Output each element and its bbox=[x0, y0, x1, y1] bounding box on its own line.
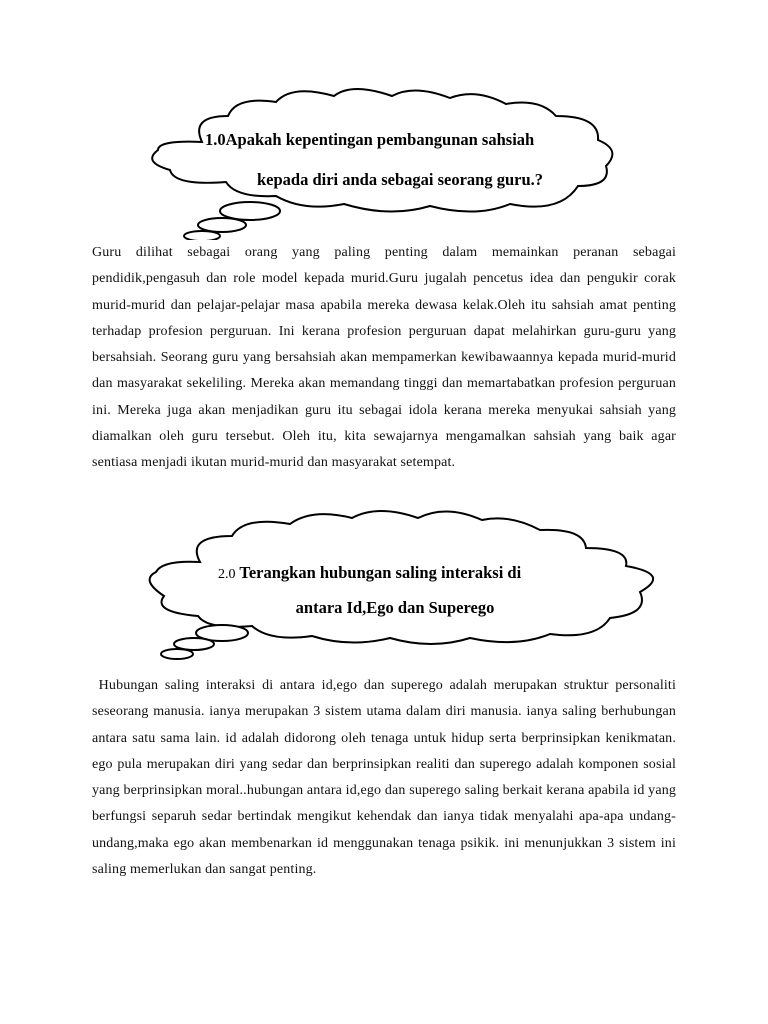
section1-title-text2: kepada diri anda sebagai seorang guru.? bbox=[256, 170, 544, 189]
section2-title-line1 bbox=[218, 563, 578, 583]
section2-title-text1: Terangkan hubungan saling interaksi di bbox=[239, 563, 522, 582]
section1-number: 1.0 bbox=[205, 130, 226, 149]
section2-number: 2.0 bbox=[218, 567, 236, 582]
section2-paragraph: Hubungan saling interaksi di antara id,ego dan superego adalah merupakan struktur personaliti seseorang manusia. ianya merupakan 3 sistem utama dalam diri manusia. ianya saling berhubungan antara satu sama lain. id adalah didorong oleh tenaga untuk hidup serta berprinsipkan kenikmatan. ego pula merupakan diri yang sedar dan berprinsipkan realiti dan superego adalah komponen sosial yang berprinsipkan moral..hubungan antara id,ego dan superego saling berkait kerana apabila id yang berfungsi separuh sedar bertindak mengikut kehendak dan ianya tidak menyalahi apa-apa undang-undang,maka ego akan membenarkan id menggunakan tenaga psikik. ini menunjukkan 3 sistem ini saling memerlukan dan sangat penting. bbox=[92, 678, 680, 878]
section2-title-text2: antara Id,Ego dan Superego bbox=[295, 598, 495, 617]
section1-paragraph: Guru dilihat sebagai orang yang paling penting dalam memainkan peranan sebagai pendidik,pengasuh dan role model kepada murid.Guru jugalah pencetus idea dan pengukir corak murid-murid dan pelajar-pelajar masa apabila mereka dewasa kelak.Oleh itu sahsiah amat penting terhadap profesion perguruan. Ini kerana profesion perguruan dapat melahirkan guru-guru yang bersahsiah. Seorang guru yang bersahsiah akan mempamerkan kewibawaannya kepada murid-murid dan masyarakat sekeliling. Mereka akan memandang tinggi dan memartabatkan profesion perguruan ini. Mereka juga akan menjadikan guru itu sebagai idola kerana mereka menyukai sahsiah yang diamalkan oleh guru tersebut. Oleh itu, kita sewajarnya mengamalkan sahsiah yang baik agar sentiasa menjadi ikutan murid-murid dan masyarakat setempat. bbox=[92, 245, 676, 471]
section2-title-line2 bbox=[230, 598, 560, 618]
section1-title-text1: Apakah kepentingan pembangunan sahsiah bbox=[225, 130, 535, 149]
